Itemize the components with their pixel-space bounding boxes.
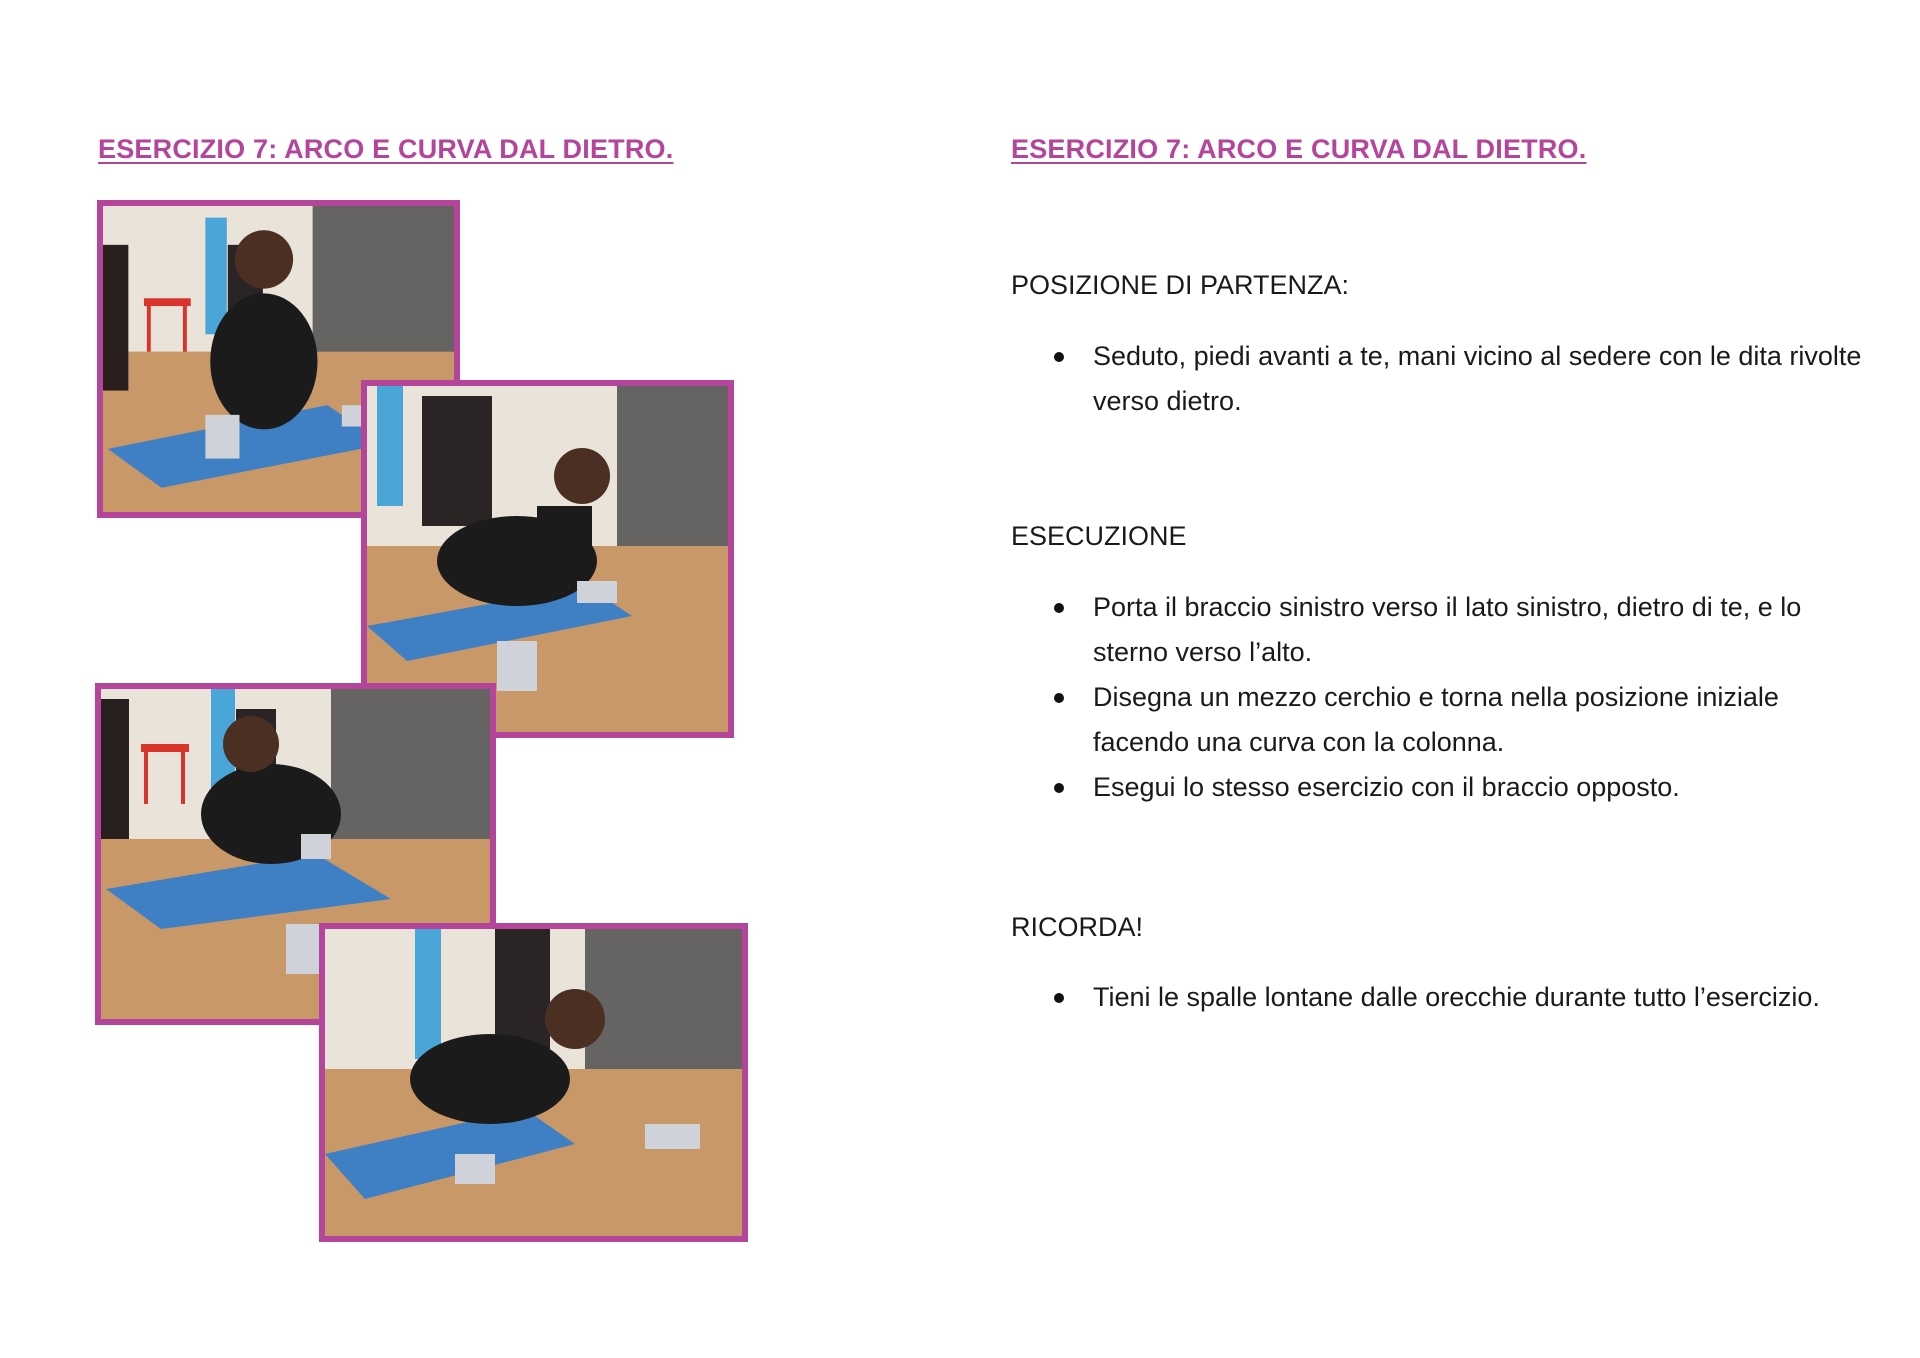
list-item: Esegui lo stesso esercizio con il braccio opposto. [1011, 765, 1871, 810]
execution-heading: ESECUZIONE [1011, 521, 1187, 551]
list-item: Disegna un mezzo cerchio e torna nella posizione iniziale facendo una curva con la colonna. [1011, 675, 1871, 765]
start-position-heading: POSIZIONE DI PARTENZA: [1011, 270, 1350, 300]
exercise-photo-4 [319, 923, 748, 1242]
list-item: Tieni le spalle lontane dalle orecchie durante tutto l’esercizio. [1011, 975, 1871, 1020]
execution-list [1011, 585, 1871, 810]
right-page-title: ESERCIZIO 7: ARCO E CURVA DAL DIETRO. [1011, 134, 1587, 164]
list-item: Seduto, piedi avanti a te, mani vicino al sedere con le dita rivolte verso dietro. [1011, 334, 1871, 424]
list-item: Porta il braccio sinistro verso il lato sinistro, dietro di te, e lo sterno verso l’alto. [1011, 585, 1871, 675]
remember-list [1011, 975, 1871, 1020]
left-page-title: ESERCIZIO 7: ARCO E CURVA DAL DIETRO. [98, 134, 674, 164]
start-position-list [1011, 334, 1871, 424]
remember-heading: RICORDA! [1011, 912, 1144, 942]
